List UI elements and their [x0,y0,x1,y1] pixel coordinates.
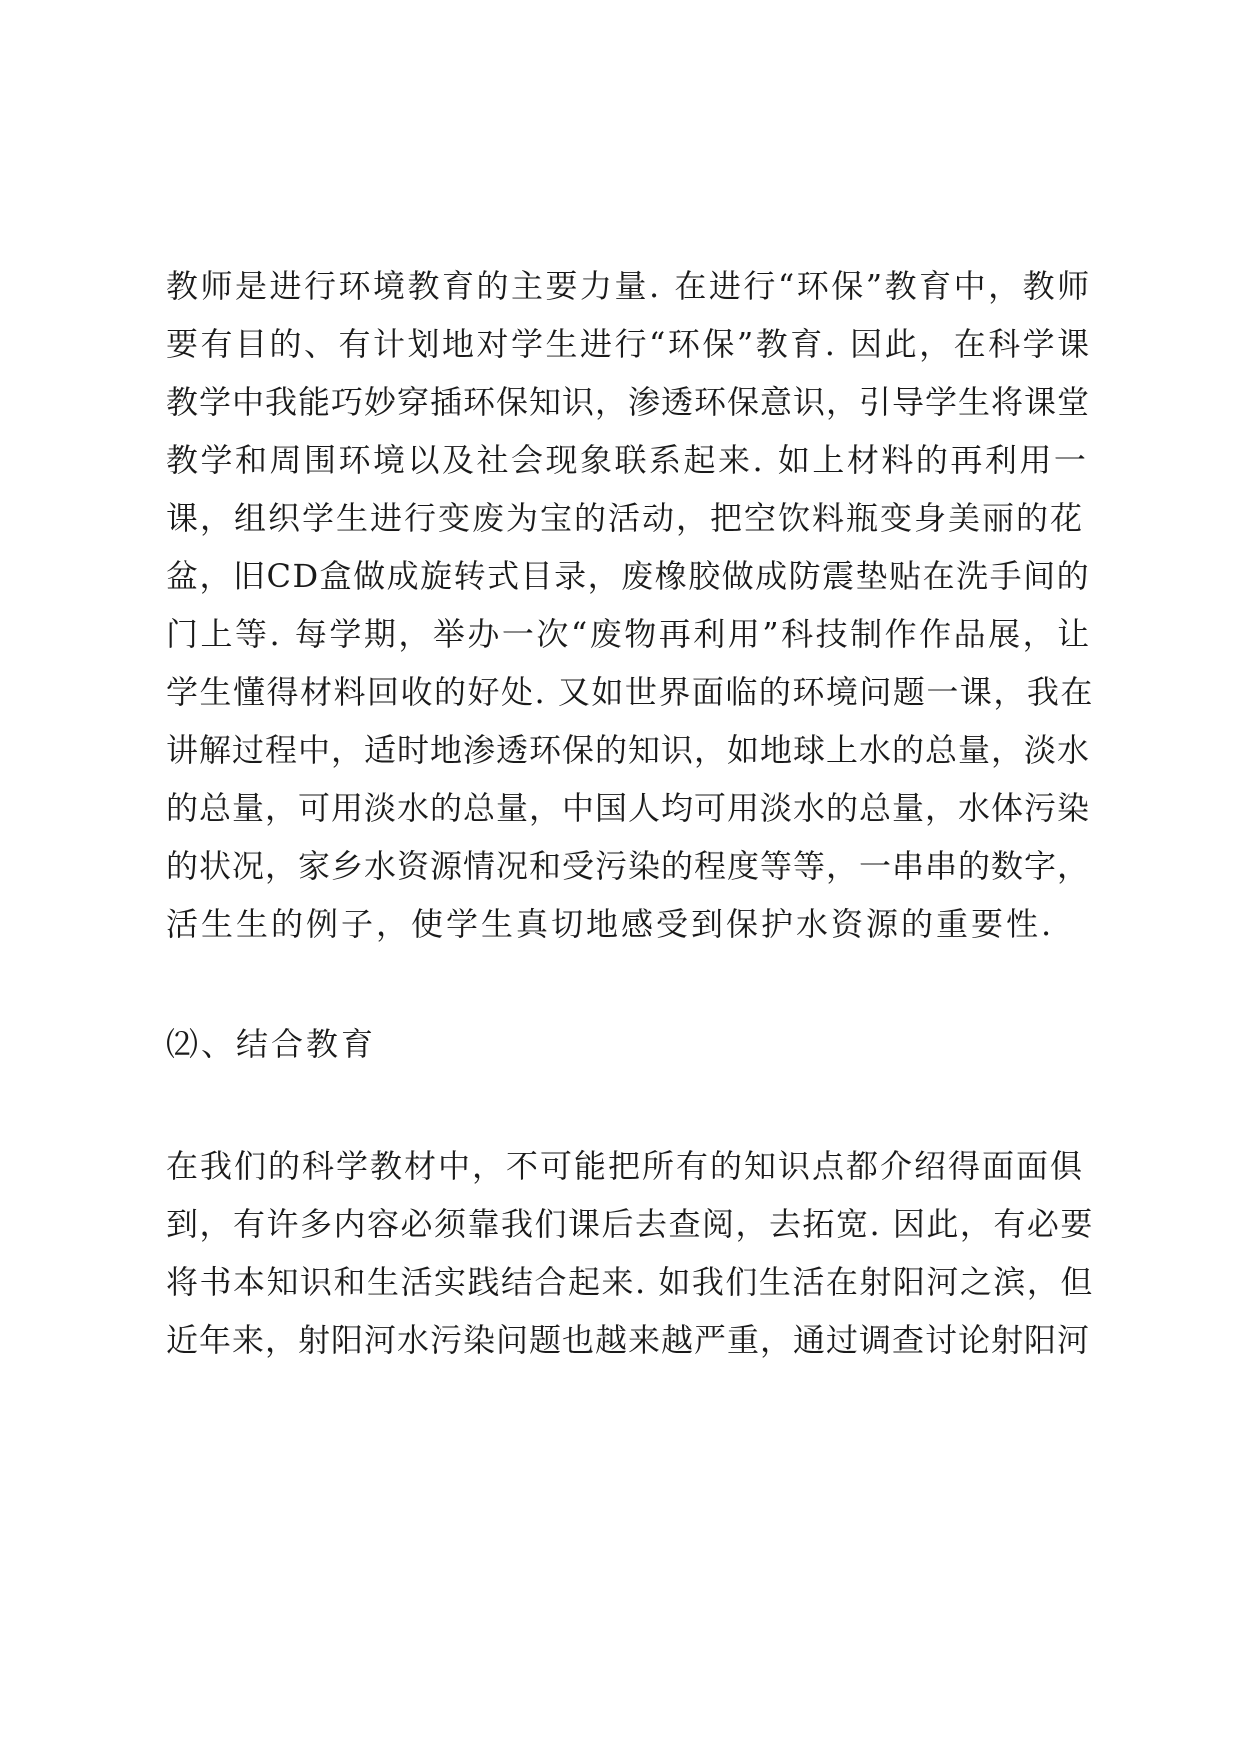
paragraph-line: 的状况，家乡水资源情况和受污染的程度等等，一串串的数字， [166,847,1091,885]
paragraph-line: 教学中我能巧妙穿插环保知识，渗透环保意识，引导学生将课堂 [166,383,1091,421]
paragraph-line: 学生懂得材料回收的好处. 又如世界面临的环境问题一课，我在 [166,673,1094,711]
paragraph-line: 活生生的例子，使学生真切地感受到保护水资源的重要性. [166,905,1055,943]
paragraph-line: 在我们的科学教材中，不可能把所有的知识点都介绍得面面俱 [166,1147,1085,1185]
paragraph-line: 要有目的、有计划地对学生进行“环保”教育. 因此，在科学课 [166,325,1092,363]
section-heading: ⑵、结合教育 [166,1025,377,1063]
paragraph-line: 到，有许多内容必须靠我们课后去查阅，去拓宽. 因此，有必要 [166,1205,1094,1243]
paragraph-line: 门上等. 每学期，举办一次“废物再利用”科技制作作品展，让 [166,615,1092,653]
paragraph-line: 近年来，射阳河水污染问题也越来越严重，通过调查讨论射阳河 [166,1321,1091,1359]
paragraph-line: 课，组织学生进行变废为宝的活动，把空饮料瓶变身美丽的花 [166,499,1085,537]
paragraph-line: 教学和周围环境以及社会现象联系起来. 如上材料的再利用一 [166,441,1089,479]
paragraph-line: 盆，旧CD盒做成旋转式目录，废橡胶做成防震垫贴在洗手间的 [166,557,1091,595]
paragraph-line: 的总量，可用淡水的总量，中国人均可用淡水的总量，水体污染 [166,789,1091,827]
paragraph-line: 讲解过程中，适时地渗透环保的知识，如地球上水的总量，淡水 [166,731,1091,769]
paragraph-line: 教师是进行环境教育的主要力量. 在进行“环保”教育中，教师 [166,267,1092,305]
paragraph-line: 将书本知识和生活实践结合起来. 如我们生活在射阳河之滨，但 [166,1263,1094,1301]
